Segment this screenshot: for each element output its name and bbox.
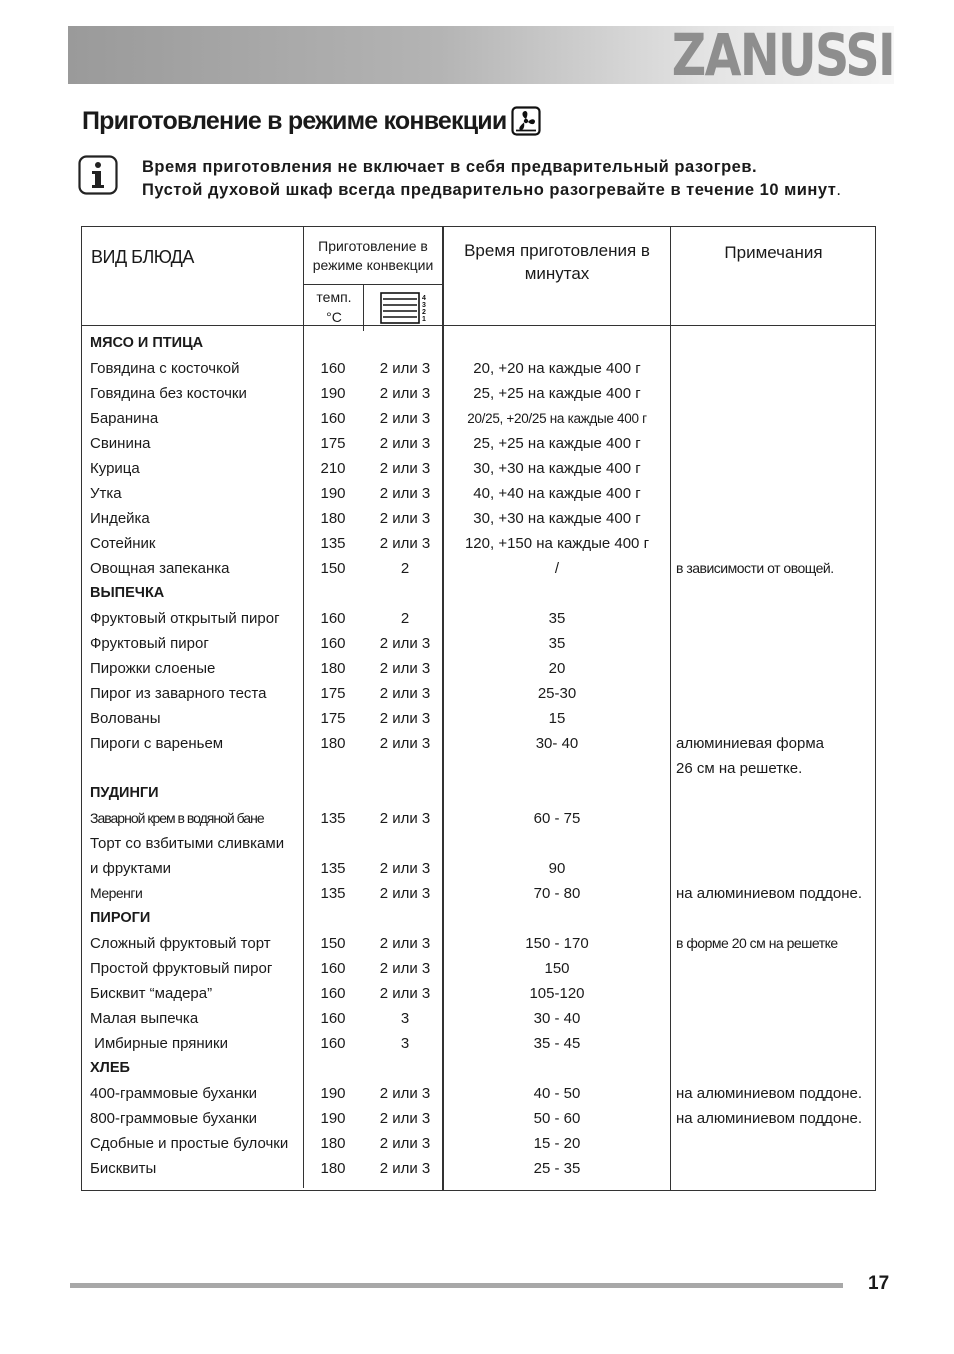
time-cell: 15 - 20 — [533, 1135, 581, 1152]
table-row — [82, 581, 875, 606]
temp-cell: 210 — [320, 460, 346, 477]
shelf-cell: 2 или 3 — [379, 410, 431, 427]
dish-name: Бисквит “мадера” — [90, 985, 213, 1002]
shelf-cell: 2 или 3 — [379, 1085, 431, 1102]
table-row — [82, 781, 875, 806]
time-cell: 30, +30 на каждые 400 г — [473, 460, 641, 477]
shelf-cell: 2 или 3 — [379, 710, 431, 727]
temp-cell: 135 — [320, 885, 346, 902]
temp-cell: 135 — [320, 535, 346, 552]
shelf-cell: 2 или 3 — [379, 510, 431, 527]
shelf-cell: 2 или 3 — [379, 660, 431, 677]
dish-name: Волованы — [90, 710, 161, 727]
dish-name: Пироги с вареньем — [90, 735, 224, 752]
table-row — [82, 706, 875, 731]
shelf-cell: 2 или 3 — [379, 460, 431, 477]
table-row — [82, 931, 875, 956]
table-row — [82, 481, 875, 506]
shelf-cell: 2 или 3 — [379, 485, 431, 502]
note-line-2-end: . — [836, 181, 842, 199]
table-row — [82, 881, 875, 906]
table-row — [82, 1031, 875, 1056]
table-row — [82, 1131, 875, 1156]
note-cell: алюминиевая форма — [676, 735, 824, 752]
dish-name: 800-граммовые буханки — [90, 1110, 258, 1127]
header-convection-line2: режиме конвекции — [312, 257, 434, 273]
header-temp-line2: °C — [326, 309, 342, 325]
shelf-cell: 2 или 3 — [379, 685, 431, 702]
header-time-line1: Время приготовления в — [464, 241, 650, 260]
header-band — [68, 21, 894, 89]
header-notes: Примечания — [724, 243, 823, 262]
note-cell: в форме 20 см на решетке — [676, 935, 838, 951]
dish-name: Свинина — [90, 435, 151, 452]
time-cell: 25, +25 на каждые 400 г — [473, 435, 641, 452]
subheader-rule — [303, 284, 443, 285]
shelf-cell: 3 — [400, 1035, 410, 1052]
note-cell: на алюминиевом поддоне. — [676, 885, 863, 902]
time-cell: 35 — [548, 635, 566, 652]
time-cell: 20 — [548, 660, 566, 677]
shelf-level-4: 4 — [422, 295, 426, 302]
shelf-cell: 2 или 3 — [379, 1160, 431, 1177]
temp-cell: 190 — [320, 1085, 346, 1102]
shelf-level-2: 2 — [422, 309, 426, 316]
temp-cell: 175 — [320, 685, 346, 702]
note-cell: на алюминиевом поддоне. — [676, 1110, 863, 1127]
dish-name: Сдобные и простые булочки — [90, 1135, 289, 1152]
dish-name: Имбирные пряники — [90, 1035, 229, 1052]
table-row — [82, 431, 875, 456]
footer-rule — [70, 1283, 843, 1288]
page-title — [82, 106, 541, 136]
header-rule — [82, 325, 875, 326]
shelf-cell: 2 — [400, 560, 410, 577]
table-row — [82, 731, 875, 756]
table-row — [82, 531, 875, 556]
temp-cell: 150 — [320, 935, 346, 952]
page-title-text: Приготовление в режиме конвекции — [82, 106, 507, 135]
table-row — [82, 831, 875, 856]
time-cell: 25 - 35 — [533, 1160, 581, 1177]
time-cell: 70 - 80 — [533, 885, 581, 902]
dish-category: ХЛЕБ — [90, 1060, 130, 1076]
time-cell: 40 - 50 — [533, 1085, 581, 1102]
dish-name: Говядина с косточкой — [90, 360, 240, 377]
temp-cell: 180 — [320, 735, 346, 752]
table-row — [82, 806, 875, 831]
note-line-2 — [142, 179, 841, 202]
temp-cell: 160 — [320, 960, 346, 977]
dish-name: Сложный фруктовый торт — [90, 935, 271, 952]
table-row — [82, 506, 875, 531]
table-row — [82, 681, 875, 706]
table-row — [82, 1081, 875, 1106]
temp-cell: 160 — [320, 635, 346, 652]
dish-name: Фруктовый открытый пирог — [90, 610, 280, 627]
table-row — [82, 906, 875, 931]
table-row — [82, 631, 875, 656]
time-cell: 30, +30 на каждые 400 г — [473, 510, 641, 527]
temp-cell: 135 — [320, 860, 346, 877]
dish-name: и фруктами — [90, 860, 172, 877]
dish-name: Овощная запеканка — [90, 560, 230, 577]
table-body — [82, 331, 875, 1181]
time-cell: 30 - 40 — [533, 1010, 581, 1027]
dish-name: Бисквиты — [90, 1160, 157, 1177]
dish-name: Фруктовый пирог — [90, 635, 209, 652]
time-cell: 30- 40 — [535, 735, 579, 752]
note-cell: на алюминиевом поддоне. — [676, 1085, 863, 1102]
dish-name: Утка — [90, 485, 122, 502]
shelf-cell: 2 или 3 — [379, 885, 431, 902]
note-cell: 26 см на решетке. — [676, 760, 803, 777]
temp-cell: 190 — [320, 485, 346, 502]
table-row — [82, 856, 875, 881]
brand-logo: ZANUSSI — [671, 21, 894, 89]
dish-name: Пирог из заварного теста — [90, 685, 267, 702]
table-row — [82, 556, 875, 581]
temp-cell: 180 — [320, 1160, 346, 1177]
dish-category: ПУДИНГИ — [90, 785, 159, 801]
table-row — [82, 1006, 875, 1031]
temp-cell: 190 — [320, 1110, 346, 1127]
table-row — [82, 1106, 875, 1131]
time-cell: 40, +40 на каждые 400 г — [473, 485, 641, 502]
page-number: 17 — [868, 1273, 890, 1294]
dish-name: Индейка — [90, 510, 150, 527]
shelf-cell: 2 или 3 — [379, 735, 431, 752]
dish-name: Баранина — [90, 410, 159, 427]
header-temp — [304, 287, 364, 327]
shelf-cell: 2 или 3 — [379, 1110, 431, 1127]
table-row — [82, 756, 875, 781]
dish-category: ПИРОГИ — [90, 910, 151, 926]
shelf-cell: 2 или 3 — [379, 960, 431, 977]
time-cell: 60 - 75 — [533, 810, 581, 827]
time-cell: / — [554, 560, 560, 577]
header-time — [444, 239, 670, 285]
dish-name: Говядина без косточки — [90, 385, 247, 402]
header-convection — [304, 237, 442, 275]
temp-cell: 175 — [320, 435, 346, 452]
dish-name: Меренги — [90, 885, 143, 901]
note-line-2-text: Пустой духовой шкаф всегда предварительно разогревайте в течение 10 минут — [142, 181, 837, 199]
temp-cell: 150 — [320, 560, 346, 577]
table-row — [82, 456, 875, 481]
dish-name: Курица — [90, 460, 140, 477]
shelf-level-1: 1 — [422, 316, 426, 323]
table-row — [82, 1056, 875, 1081]
temp-cell: 160 — [320, 1035, 346, 1052]
shelf-cell: 2 или 3 — [379, 810, 431, 827]
time-cell: 25-30 — [537, 685, 577, 702]
table-row — [82, 1156, 875, 1181]
dish-category: ВЫПЕЧКА — [90, 585, 165, 601]
time-cell: 105-120 — [529, 985, 585, 1002]
preheat-note — [142, 156, 841, 202]
temp-cell: 180 — [320, 660, 346, 677]
shelf-cell: 2 или 3 — [379, 985, 431, 1002]
dish-name: Пирожки слоеные — [90, 660, 216, 677]
table-row — [82, 356, 875, 381]
shelf-cell: 3 — [400, 1010, 410, 1027]
time-cell: 15 — [548, 710, 566, 727]
temp-cell: 175 — [320, 710, 346, 727]
time-cell: 20/25, +20/25 на каждые 400 г — [467, 411, 647, 426]
shelf-cell: 2 или 3 — [379, 360, 431, 377]
shelf-level-3: 3 — [422, 302, 426, 309]
header-time-line2: минутах — [524, 264, 590, 283]
time-cell: 90 — [548, 860, 566, 877]
shelf-cell: 2 или 3 — [379, 860, 431, 877]
note-line-1: Время приготовления не включает в себя предварительный разогрев. — [142, 158, 758, 176]
shelf-cell: 2 или 3 — [379, 535, 431, 552]
time-cell: 150 — [544, 960, 570, 977]
time-cell: 35 - 45 — [533, 1035, 581, 1052]
temp-cell: 180 — [320, 1135, 346, 1152]
temp-cell: 160 — [320, 360, 346, 377]
note-cell: в зависимости от овощей. — [676, 560, 834, 576]
temp-cell: 160 — [320, 410, 346, 427]
temp-cell: 180 — [320, 510, 346, 527]
dish-name: 400-граммовые буханки — [90, 1085, 258, 1102]
header-temp-line1: темп. — [316, 289, 352, 305]
temp-cell: 160 — [320, 610, 346, 627]
temp-cell: 135 — [320, 810, 346, 827]
time-cell: 120, +150 на каждые 400 г — [464, 535, 650, 552]
info-icon — [78, 155, 118, 195]
table-row — [82, 656, 875, 681]
shelf-cell: 2 или 3 — [379, 435, 431, 452]
table-row — [82, 606, 875, 631]
temp-cell: 160 — [320, 1010, 346, 1027]
table-row — [82, 406, 875, 431]
header-dish: ВИД БЛЮДА — [91, 247, 194, 267]
header-convection-line1: Приготовление в — [318, 238, 428, 254]
dish-name: Заварной крем в водяной бане — [90, 810, 264, 826]
convection-fan-icon — [511, 106, 541, 136]
shelf-cell: 2 или 3 — [379, 635, 431, 652]
table-row — [82, 981, 875, 1006]
time-cell: 35 — [548, 610, 566, 627]
shelf-cell: 2 или 3 — [379, 935, 431, 952]
dish-name: Торт со взбитыми сливками — [90, 835, 285, 852]
temp-cell: 190 — [320, 385, 346, 402]
cooking-table — [81, 226, 876, 1191]
dish-name: Малая выпечка — [90, 1010, 199, 1027]
table-row — [82, 956, 875, 981]
dish-category: МЯСО И ПТИЦА — [90, 335, 204, 351]
dish-name: Простой фруктовый пирог — [90, 960, 273, 977]
table-row — [82, 331, 875, 356]
shelf-cell: 2 или 3 — [379, 385, 431, 402]
table-row — [82, 381, 875, 406]
shelf-cell: 2 или 3 — [379, 1135, 431, 1152]
time-cell: 50 - 60 — [533, 1110, 581, 1127]
dish-name: Сотейник — [90, 535, 156, 552]
shelf-level-icon — [380, 291, 432, 325]
time-cell: 150 - 170 — [525, 935, 589, 952]
time-cell: 20, +20 на каждые 400 г — [473, 360, 641, 377]
temp-cell: 160 — [320, 985, 346, 1002]
shelf-cell: 2 — [400, 610, 410, 627]
time-cell: 25, +25 на каждые 400 г — [473, 385, 641, 402]
